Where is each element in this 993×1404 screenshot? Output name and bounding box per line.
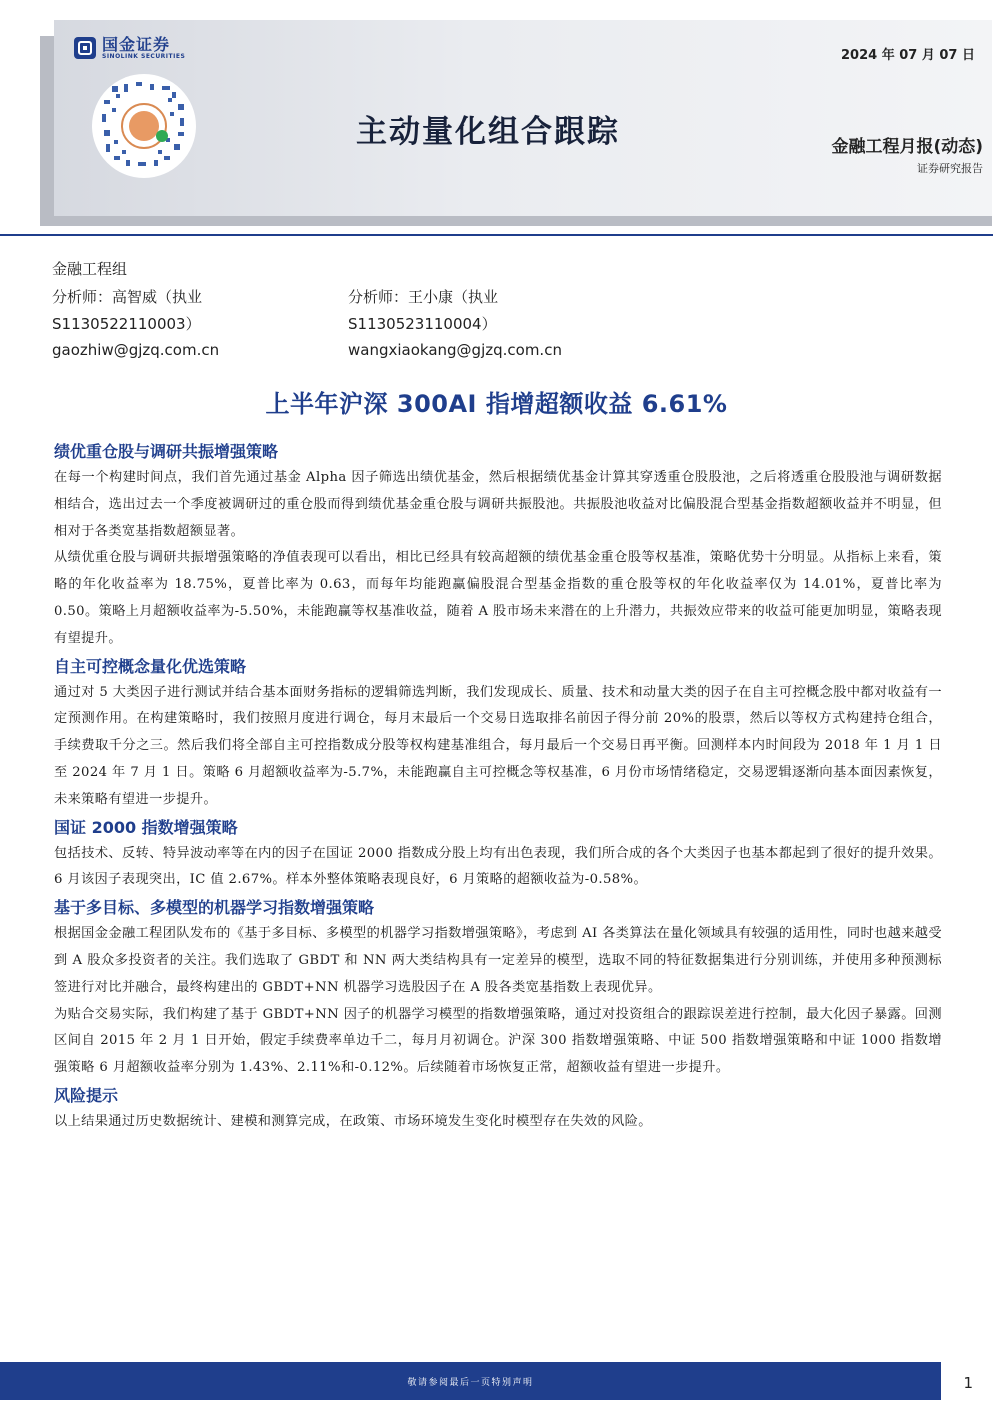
section-title: 基于多目标、多模型的机器学习指数增强策略 — [54, 898, 375, 918]
logo-name-en: SINOLINK SECURITIES — [102, 53, 186, 60]
section-title: 风险提示 — [54, 1085, 119, 1105]
analyst-card — [348, 284, 562, 364]
section-title: 绩优重仓股与调研共振增强策略 — [54, 442, 279, 461]
page-number: 1 — [963, 1374, 973, 1392]
logo-name-cn: 国金证券 — [102, 35, 171, 54]
section-paragraph: 根据国金金融工程团队发布的《基于多目标、多模型的机器学习指数增强策略》，考虑到 AI 各类算法在量化领域具有较强的适用性，同时也越来越受到 A 股众多投资者的关注。我们选取了 GBDT 和 NN 两大类结构具有一定差异的模型，选取不同的特征数据集进行分别训练，并使用多种预测标签进行对比并融合，最终构建出的 GBDT+NN 机器学习选股因子在 A 股各类宽基指数上表现优异。 — [54, 926, 942, 995]
company-logo — [74, 36, 185, 60]
section-paragraph: 包括技术、反转、特异波动率等在内的因子在国证 2000 指数成分股上均有出色表现，我们所合成的各个大类因子也基本都起到了很好的提升效果。6 月该因子表现突出，IC 值 2.67%。样本外整体策略表现良好，6 月策略的超额收益为-0.58%。 — [54, 845, 942, 888]
section-title: 国证 2000 指数增强策略 — [54, 817, 238, 837]
analyst-email[interactable]: gaozhiw@gjzq.com.cn — [52, 341, 220, 359]
report-date: 2024 年 07 月 07 日 — [841, 48, 975, 63]
team-name: 金融工程组 — [52, 260, 128, 278]
report-body — [54, 438, 942, 1136]
section-paragraph: 以上结果通过历史数据统计、建模和测算完成，在政策、市场环境发生变化时模型存在失效的风险。 — [54, 1113, 652, 1129]
section-paragraph: 为贴合交易实际，我们构建了基于 GBDT+NN 因子的机器学习模型的指数增强策略，通过对投资组合的跟踪误差进行控制，最大化因子暴露。回测区间自 2015 年 2 月 1 日开始，假定手续费率单边千二，每月月初调仓。沪深 300 指数增强策略、中证 500 指数增强策略和中证 1000 指数增强策略 6 月超额收益率分别为 1.43%、2.11%和-0.12%。后续随着市场恢复正常，超额收益有望进一步提升。 — [54, 1006, 942, 1076]
wechat-mini-program-code-icon — [92, 74, 196, 178]
section-paragraph: 从绩优重仓股与调研共振增强策略的净值表现可以看出，相比已经具有较高超额的绩优基金重仓股等权基准，策略优势十分明显。从指标上来看，策略的年化收益率为 18.75%，夏普比率为 0.63，而每年均能跑赢偏股混合型基金指数的重仓股等权的年化收益率仅为 14.01%，夏普比率为 0.50。策略上月超额收益率为-5.50%，未能跑赢等权基准收益，随着 A 股市场未来潜在的上升潜力，共振效应带来的收益可能更加明显，策略表现有望提升。 — [54, 550, 942, 646]
footer-bar — [0, 1362, 941, 1400]
analyst-license: S1130522110003） — [52, 314, 201, 333]
analyst-email[interactable]: wangxiaokang@gjzq.com.cn — [348, 341, 562, 359]
analyst-card — [52, 284, 219, 364]
headline: 上半年沪深 300AI 指增超额收益 6.61% — [265, 390, 728, 418]
report-title: 主动量化组合跟踪 — [356, 114, 620, 150]
analyst-name: 分析师：王小康（执业 — [348, 288, 499, 306]
header-divider — [0, 234, 993, 236]
disclaimer-note: 敬请参阅最后一页特别声明 — [407, 1377, 534, 1388]
section-paragraph: 通过对 5 大类因子进行测试并结合基本面财务指标的逻辑筛选判断，我们发现成长、质量、技术和动量大类的因子在自主可控概念股中都对收益有一定预测作用。在构建策略时，我们按照月度进行调仓，每月末最后一个交易日选取排名前因子得分前 20%的股票，然后以等权方式构建持仓组合，手续费取千分之三。然后我们将全部自主可控指数成分股等权构建基准组合，每月最后一个交易日再平衡。回测样本内时间段为 2018 年 1 月 1 日至 2024 年 7 月 1 日。策略 6 月超额收益率为-5.7%，未能跑赢自主可控概念等权基准，6 月份市场情绪稳定，交易逻辑逐渐向基本面因素恢复，未来策略有望进一步提升。 — [54, 684, 942, 807]
section-title: 自主可控概念量化优选策略 — [54, 656, 247, 676]
analyst-name: 分析师：高智威（执业 — [52, 288, 203, 306]
section-paragraph: 在每一个构建时间点，我们首先通过基金 Alpha 因子筛选出绩优基金，然后根据绩优基金计算其穿透重仓股股池，之后将透重仓股股池与调研数据相结合，选出过去一个季度被调研过的重仓股而得到绩优基金重仓股与调研共振股池。共振股池收益对比偏股混合型基金指数超额收益并不明显，但相对于各类宽基指数超额显著。 — [54, 470, 942, 539]
logo-mark-icon — [74, 37, 96, 59]
analyst-license: S1130523110004） — [348, 314, 497, 333]
report-type: 证券研究报告 — [917, 162, 983, 175]
report-category: 金融工程月报(动态) — [831, 137, 983, 157]
